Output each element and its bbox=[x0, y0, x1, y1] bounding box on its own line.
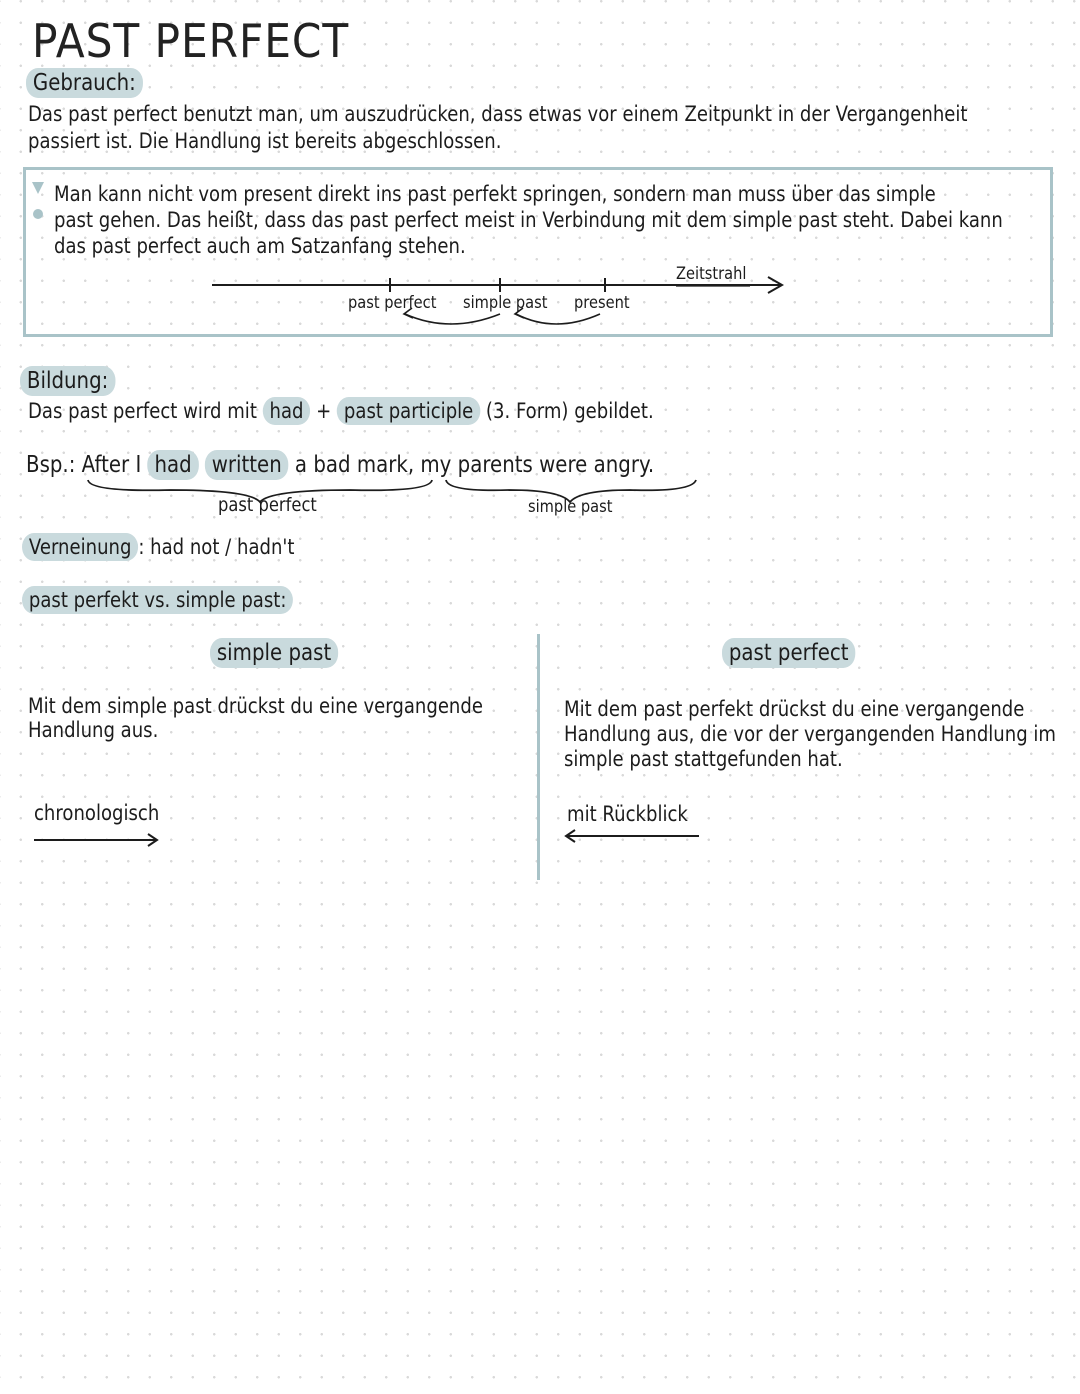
example-braces bbox=[80, 478, 720, 508]
example-label-simple-past: simple past bbox=[528, 497, 613, 517]
simple-past-note: chronologisch bbox=[34, 801, 160, 825]
bildung-text bbox=[28, 398, 802, 425]
triangle-bullet-icon bbox=[30, 180, 50, 220]
example-sentence bbox=[26, 452, 800, 479]
arrow-left-icon bbox=[563, 826, 703, 846]
box-line-3: das past perfect auch am Satzanfang stehen. bbox=[54, 234, 466, 258]
past-perfect-note: mit Rückblick bbox=[567, 802, 688, 826]
timeline-point-present: present bbox=[574, 293, 630, 313]
bildung-post: (3. Form) gebildet. bbox=[485, 399, 654, 423]
verneinung-label: Verneinung bbox=[22, 533, 138, 561]
past-perfect-line-2: Handlung aus, die vor der vergangenden Handlung im bbox=[564, 722, 1057, 746]
example-written: written bbox=[205, 450, 289, 480]
comparison-heading: past perfekt vs. simple past: bbox=[22, 586, 293, 614]
example-label-past-perfect: past perfect bbox=[218, 494, 317, 516]
past-perfect-title: past perfect bbox=[722, 638, 855, 668]
bildung-participle: past participle bbox=[337, 397, 480, 425]
page-title: PAST PERFECT bbox=[32, 14, 350, 68]
section-heading-gebrauch bbox=[26, 70, 143, 96]
gebrauch-line-2: passiert ist. Die Handlung ist bereits abgeschlossen. bbox=[28, 129, 502, 153]
timeline-point-simple-past: simple past bbox=[463, 293, 548, 313]
bildung-plus: + bbox=[316, 399, 332, 423]
column-divider bbox=[537, 634, 540, 880]
verneinung-line bbox=[22, 534, 452, 561]
past-perfect-text bbox=[564, 697, 1063, 772]
gebrauch-heading: Gebrauch: bbox=[26, 68, 143, 98]
gebrauch-line-1: Das past perfect benutzt man, um auszudrücken, dass etwas vor einem Zeitpunkt in der Vergangenheit bbox=[28, 102, 968, 126]
example-part-2: a bad mark, bbox=[294, 452, 415, 478]
bildung-heading: Bildung: bbox=[20, 366, 115, 396]
simple-past-title: simple past bbox=[210, 638, 338, 668]
box-line-2: past gehen. Das heißt, dass das past perfect meist in Verbindung mit dem simple past steht. Dabei kann bbox=[54, 208, 1003, 232]
verneinung-text: : had not / hadn't bbox=[138, 535, 295, 559]
timeline-point-past-perfect: past perfect bbox=[348, 293, 437, 313]
example-part-3: my parents were angry. bbox=[420, 452, 655, 478]
example-part-1: After I bbox=[81, 452, 142, 478]
box-line-1: Man kann nicht vom present direkt ins past perfekt springen, sondern man muss über das simple bbox=[54, 182, 936, 206]
timeline-label: Zeitstrahl bbox=[676, 264, 747, 284]
past-perfect-line-3: simple past stattgefunden hat. bbox=[564, 747, 843, 771]
example-had: had bbox=[148, 450, 199, 480]
simple-past-title-wrap bbox=[210, 640, 338, 667]
bildung-pre: Das past perfect wird mit bbox=[28, 399, 257, 423]
simple-past-line-2: Handlung aus. bbox=[28, 718, 159, 742]
comparison-heading-wrap bbox=[22, 587, 452, 614]
bildung-had: had bbox=[263, 397, 311, 425]
simple-past-text bbox=[28, 694, 527, 742]
section-heading-bildung bbox=[20, 368, 115, 394]
past-perfect-title-wrap bbox=[722, 640, 855, 667]
box-text bbox=[54, 181, 1052, 259]
example-prefix: Bsp.: bbox=[26, 452, 76, 478]
simple-past-line-1: Mit dem simple past drückst du eine vergangende bbox=[28, 694, 483, 718]
arrow-right-icon bbox=[32, 830, 162, 850]
gebrauch-text bbox=[28, 101, 1043, 155]
past-perfect-line-1: Mit dem past perfekt drückst du eine vergangende bbox=[564, 697, 1025, 721]
